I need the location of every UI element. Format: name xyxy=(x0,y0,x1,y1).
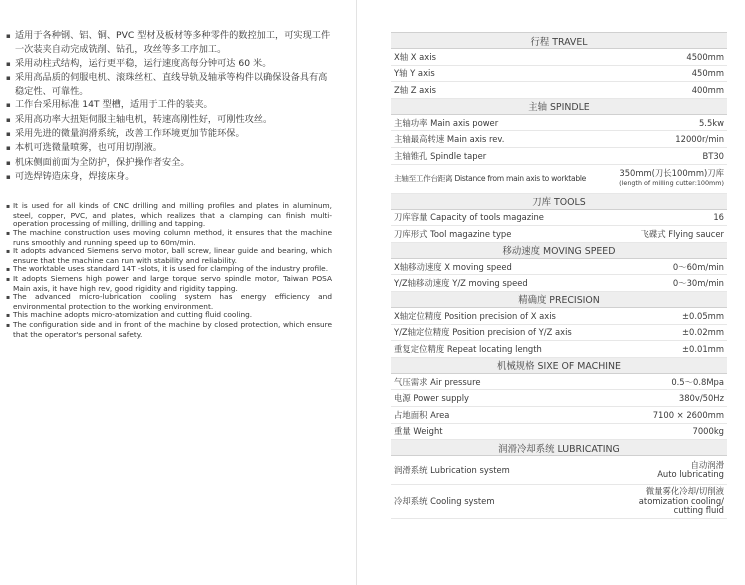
spec-table xyxy=(391,32,727,519)
spec-value: 飞碟式 Flying saucer xyxy=(606,226,727,243)
spec-value: 7100 × 2600mm xyxy=(606,406,727,423)
spec-value: 0～60m/min xyxy=(606,258,727,275)
spec-row xyxy=(391,324,727,341)
spec-value-line: Auto lubricating xyxy=(657,469,724,480)
spec-row xyxy=(391,341,727,358)
spec-label: 占地面积 Area xyxy=(391,406,606,423)
feature-cn-item: ▪ 采用先进的微量润滑系统，改善工作环境更加节能环保。 xyxy=(6,127,332,141)
spec-value: 400mm xyxy=(606,82,727,99)
feature-cn-item: ▪ 可选焊铸造床身，焊接床身。 xyxy=(6,170,332,184)
feature-en-item: ▪ This machine adopts micro-atomization and cutting fluid cooling. xyxy=(6,311,332,321)
section-header-lubricating: 润滑冷却系统 LUBRICATING xyxy=(391,440,727,456)
spec-label: 主轴锥孔 Spindle taper xyxy=(391,147,606,164)
spec-row xyxy=(391,307,727,324)
spec-label: 润滑系统 Lubrication system xyxy=(391,456,606,485)
spec-label: 重复定位精度 Repeat locating length xyxy=(391,341,606,358)
spec-row xyxy=(391,82,727,99)
feature-en-item: ▪ The worktable uses standard 14T -slots, it is used for clamping of the industry profile. xyxy=(6,265,332,275)
feature-en-item: ▪ The configuration side and in front of the machine by closed protection, which ensure that the operator's personal safety. xyxy=(6,321,332,339)
spec-row xyxy=(391,131,727,148)
spec-label: 冷却系统 Cooling system xyxy=(391,485,606,519)
spec-value: 7000kg xyxy=(606,423,727,440)
spec-label: 刀库容量 Capacity of tools magazine xyxy=(391,209,606,226)
spec-value: 0～30m/min xyxy=(606,275,727,292)
spec-label: 主轴最高转速 Main axis rev. xyxy=(391,131,606,148)
spec-label: 主轴至工作台距离 Distance from main axis to worktable xyxy=(391,164,606,193)
spec-label: X轴移动速度 X moving speed xyxy=(391,258,606,275)
spec-value: 16 xyxy=(606,209,727,226)
feature-cn-item: ▪ 工作台采用标准 14T 型槽，适用于工件的装夹。 xyxy=(6,98,332,112)
feature-en-item: ▪ The machine construction uses moving column method, it ensures that the machine runs smoothly and running speed up to 60m/min. xyxy=(6,229,332,247)
spec-label: Y/Z轴移动速度 Y/Z moving speed xyxy=(391,275,606,292)
spec-value: 5.5kw xyxy=(606,114,727,131)
spec-value: ±0.02mm xyxy=(606,324,727,341)
spec-value-line: 自动润滑 xyxy=(690,459,724,470)
spec-label: X轴 X axis xyxy=(391,49,606,66)
feature-en-item: ▪ It adopts advanced Siemens servo motor, ball screw, linear guide and bearing, which ensure that the machine can run with stability and reliability. xyxy=(6,247,332,265)
spec-row xyxy=(391,423,727,440)
section-header-machine-size: 机械规格 SIXE OF MACHINE xyxy=(391,357,727,373)
spec-value xyxy=(606,485,727,519)
spec-value xyxy=(606,456,727,485)
spec-row xyxy=(391,275,727,292)
spec-label: 电源 Power supply xyxy=(391,390,606,407)
section-header-precision: 精确度 PRECISION xyxy=(391,291,727,307)
spec-row xyxy=(391,373,727,390)
spec-label: 主轴功率 Main axis power xyxy=(391,114,606,131)
spec-value-line: 350mm(刀长100mm)刀库 xyxy=(619,167,724,178)
spec-label: X轴定位精度 Position precision of X axis xyxy=(391,307,606,324)
spec-value-line: atomization cooling/ xyxy=(638,495,724,506)
spec-value: ±0.01mm xyxy=(606,341,727,358)
spec-value: ±0.05mm xyxy=(606,307,727,324)
spec-label: Z轴 Z axis xyxy=(391,82,606,99)
spec-row xyxy=(391,406,727,423)
spec-label: Y轴 Y axis xyxy=(391,65,606,82)
spec-label: 气压需求 Air pressure xyxy=(391,373,606,390)
features-list-chinese xyxy=(6,29,332,184)
spec-row xyxy=(391,456,727,485)
spec-row xyxy=(391,65,727,82)
section-header-tools: 刀库 TOOLS xyxy=(391,193,727,209)
spec-value: 450mm xyxy=(606,65,727,82)
spec-row xyxy=(391,164,727,193)
feature-cn-item: ▪ 机床侧面前面为全防护，保护操作者安全。 xyxy=(6,156,332,170)
spec-label: 刀库形式 Tool magazine type xyxy=(391,226,606,243)
spec-row xyxy=(391,49,727,66)
spec-value-line: 微量雾化冷却/切削液 xyxy=(645,486,724,497)
spec-value: 12000r/min xyxy=(606,131,727,148)
feature-cn-item: ▪ 采用高功率大扭矩伺服主轴电机，转速高刚性好，可刚性攻丝。 xyxy=(6,113,332,127)
feature-en-item: ▪ It adopts Siemens high power and large torque servo spindle motor, Taiwan POSA Main axis, it have high rev, good rigidity and rigidity tapping. xyxy=(6,275,332,293)
feature-en-item: ▪ The advanced micro-lubrication cooling system has energy efficiency and environmental protection to the working environment. xyxy=(6,293,332,311)
spec-value: 0.5～0.8Mpa xyxy=(606,373,727,390)
spec-value: 380v/50Hz xyxy=(606,390,727,407)
spec-label: Y/Z轴定位精度 Position precision of Y/Z axis xyxy=(391,324,606,341)
features-list-english xyxy=(6,202,332,339)
feature-cn-item: ▪ 适用于各种钢、铝、铜、PVC 型材及板材等多种零件的数控加工，可实现工件一次装夹自动完成铣削、钻孔，攻丝等多工序加工。 xyxy=(6,29,332,57)
spec-row xyxy=(391,258,727,275)
feature-cn-item: ▪ 采用动柱式结构，运行更平稳，运行速度高每分钟可达 60 米。 xyxy=(6,57,332,71)
spec-row xyxy=(391,209,727,226)
spec-value: 4500mm xyxy=(606,49,727,66)
section-header-spindle: 主轴 SPINDLE xyxy=(391,98,727,114)
spec-row xyxy=(391,485,727,519)
spec-value-line: (length of milling cutter:100mm) xyxy=(619,178,724,187)
feature-cn-item: ▪ 本机可选微量喷雾，也可用切削液。 xyxy=(6,141,332,155)
spec-row xyxy=(391,390,727,407)
spec-value: BT30 xyxy=(606,147,727,164)
spec-label: 重量 Weight xyxy=(391,423,606,440)
spec-value xyxy=(606,164,727,193)
section-header-moving-speed: 移动速度 MOVING SPEED xyxy=(391,242,727,258)
feature-en-item: ▪ It is used for all kinds of CNC drilling and milling profiles and plates in aluminum, steel, copper, PVC, and plates, which realizes that a clamping can finish multi-operation processing of milling, drilling and tapping. xyxy=(6,202,332,229)
spec-row xyxy=(391,114,727,131)
spec-row xyxy=(391,147,727,164)
page-divider xyxy=(356,0,357,585)
spec-value-line: cutting fluid xyxy=(673,505,724,516)
section-header-travel: 行程 TRAVEL xyxy=(391,33,727,49)
spec-row xyxy=(391,226,727,243)
feature-cn-item: ▪ 采用高品质的伺服电机、滚珠丝杠、直线导轨及轴承等构件以确保设备具有高稳定性、可靠性。 xyxy=(6,71,332,99)
features-column xyxy=(6,29,332,339)
